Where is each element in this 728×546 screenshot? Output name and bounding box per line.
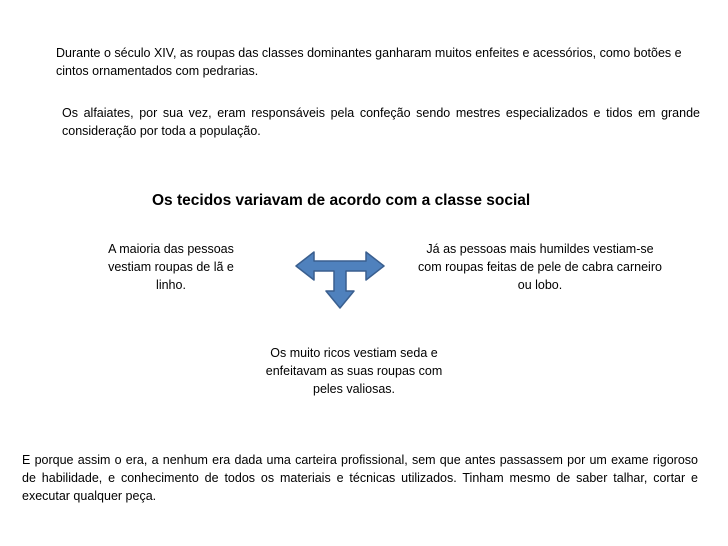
diagram-left-text: A maioria das pessoas vestiam roupas de lã e linho. [108, 242, 234, 292]
paragraph-carteira-profissional: E porque assim o era, a nenhum era dada uma carteira profissional, sem que antes passassem por um exame rigoroso de habilidade, e conhecimento de todos os materiais e técnicas utilizados. Tinham mesmo de saber talhar, cortar e executar qualquer peça. [22, 453, 698, 503]
diagram-right-text: Já as pessoas mais humildes vestiam-se com roupas feitas de pele de cabra carneiro ou lobo. [418, 242, 662, 292]
paragraph-roupas-classes-dominantes: Durante o século XIV, as roupas das classes dominantes ganharam muitos enfeites e acessórios, como botões e cintos ornamentados com pedrarias. [56, 46, 682, 78]
paragraph-alfaiates: Os alfaiates, por sua vez, eram responsáveis pela confeção sendo mestres especializados e tidos em grande consideração por toda a população. [62, 106, 700, 138]
diagram-heading: Os tecidos variavam de acordo com a classe social [152, 192, 531, 209]
diagram-center-text: Os muito ricos vestiam seda e enfeitavam as suas roupas com peles valiosas. [265, 346, 443, 396]
three-way-arrow-icon [292, 248, 388, 314]
